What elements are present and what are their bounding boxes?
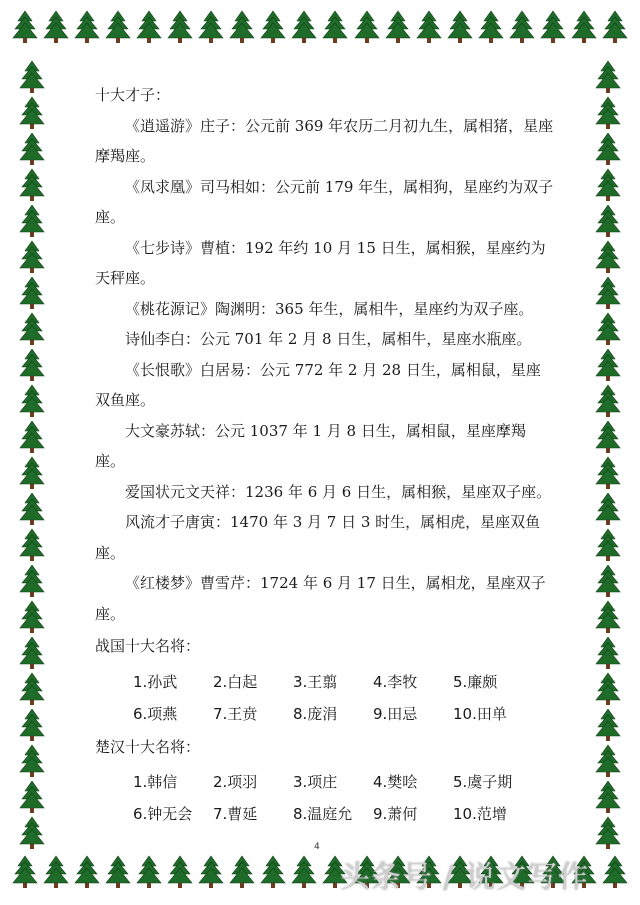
general-name: 2.白起 <box>213 672 258 691</box>
talent-entry: 爱国状元文天祥：1236 年 6 月 6 日生，属相猴，星座双子座。 <box>125 482 552 501</box>
pine-tree-icon <box>595 132 621 166</box>
pine-tree-icon <box>595 456 621 490</box>
talent-entry: 《凤求凰》司马相如：公元前 179 年生，属相狗，星座约为双子座。 <box>95 177 554 226</box>
general-name: 3.项庄 <box>293 773 338 791</box>
talent-list <box>95 111 555 630</box>
pine-tree-icon <box>74 855 100 889</box>
heading-chuhan: 楚汉十大名将： <box>95 737 201 756</box>
pine-tree-icon <box>595 744 621 778</box>
pine-tree-icon <box>19 384 45 418</box>
pine-tree-icon <box>447 10 473 44</box>
talent-entry: 风流才子唐寅：1470 年 3 月 7 日 3 时生，属相虎，星座双鱼座。 <box>95 513 541 562</box>
chuhan-generals <box>133 766 555 830</box>
pine-tree-icon <box>595 600 621 634</box>
general-name: 7.王贲 <box>213 704 258 723</box>
pine-tree-icon <box>595 96 621 130</box>
general-name: 8.温庭允 <box>293 805 353 823</box>
general-name: 9.萧何 <box>373 805 418 823</box>
pine-tree-icon <box>167 10 193 44</box>
pine-tree-icon <box>595 60 621 94</box>
pine-tree-icon <box>595 780 621 814</box>
general-name: 10.范增 <box>453 805 507 823</box>
pine-tree-icon <box>19 348 45 382</box>
pine-tree-icon <box>19 492 45 526</box>
pine-tree-icon <box>19 420 45 454</box>
pine-tree-icon <box>19 96 45 130</box>
pine-tree-icon <box>105 10 131 44</box>
pine-tree-icon <box>19 636 45 670</box>
pine-tree-icon <box>198 10 224 44</box>
pine-tree-icon <box>198 855 224 889</box>
talent-entry: 《逍遥游》庄子：公元前 369 年农历二月初九生，属相猪，星座摩羯座。 <box>95 116 554 165</box>
talent-entry: 《长恨歌》白居易：公元 772 年 2 月 28 日生，属相鼠，星座双鱼座。 <box>95 360 541 409</box>
pine-tree-icon <box>595 564 621 598</box>
pine-tree-icon <box>19 204 45 238</box>
heading-zhanguo: 战国十大名将： <box>95 637 201 655</box>
talent-entry: 大文豪苏轼：公元 1037 年 1 月 8 日生，属相鼠，星座摩羯座。 <box>95 421 526 470</box>
general-name: 7.曹延 <box>213 805 258 823</box>
pine-tree-icon <box>322 10 348 44</box>
general-name: 6.钟无会 <box>133 805 193 823</box>
pine-tree-icon <box>19 528 45 562</box>
pine-tree-icon <box>595 240 621 274</box>
pine-tree-icon <box>595 492 621 526</box>
pine-tree-icon <box>260 855 286 889</box>
pine-tree-icon <box>595 708 621 742</box>
pine-tree-icon <box>19 132 45 166</box>
pine-tree-icon <box>540 10 566 44</box>
heading-talents: 十大才子： <box>95 86 171 104</box>
pine-tree-icon <box>260 10 286 44</box>
pine-tree-icon <box>19 456 45 490</box>
pine-tree-icon <box>19 672 45 706</box>
pine-tree-icon <box>229 855 255 889</box>
pine-tree-icon <box>19 240 45 274</box>
pine-tree-icon <box>595 276 621 310</box>
pine-tree-icon <box>291 855 317 889</box>
pine-tree-icon <box>12 855 38 889</box>
pine-tree-icon <box>19 600 45 634</box>
top-border-trees <box>0 10 640 50</box>
page-number: 4 <box>314 842 320 852</box>
pine-tree-icon <box>229 10 255 44</box>
pine-tree-icon <box>595 528 621 562</box>
pine-tree-icon <box>509 10 535 44</box>
right-border-trees <box>588 60 628 850</box>
general-name: 1.孙武 <box>133 672 178 691</box>
pine-tree-icon <box>354 10 380 44</box>
pine-tree-icon <box>291 10 317 44</box>
zhanguo-generals <box>133 666 555 730</box>
pine-tree-icon <box>167 855 193 889</box>
talent-entry: 《桃花源记》陶渊明：365 年生，属相牛，星座约为双子座。 <box>125 299 534 318</box>
pine-tree-icon <box>595 312 621 346</box>
pine-tree-icon <box>595 672 621 706</box>
talent-entry: 《七步诗》曹植：192 年约 10 月 15 日生，属相猴，星座约为天秤座。 <box>95 238 546 287</box>
general-name: 5.廉颇 <box>453 672 498 691</box>
general-name: 2.项羽 <box>213 773 258 791</box>
pine-tree-icon <box>478 10 504 44</box>
pine-tree-icon <box>136 855 162 889</box>
pine-tree-icon <box>43 855 69 889</box>
general-name: 9.田忌 <box>373 704 418 723</box>
watermark: 头条号 / 说文写作 <box>340 860 590 895</box>
pine-tree-icon <box>595 420 621 454</box>
pine-tree-icon <box>19 708 45 742</box>
pine-tree-icon <box>19 816 45 850</box>
talent-entry: 《红楼梦》曹雪芹：1724 年 6 月 17 日生，属相龙，星座双子座。 <box>95 574 546 623</box>
pine-tree-icon <box>595 348 621 382</box>
pine-tree-icon <box>571 10 597 44</box>
general-name: 10.田单 <box>453 704 507 723</box>
pine-tree-icon <box>43 10 69 44</box>
pine-tree-icon <box>595 384 621 418</box>
pine-tree-icon <box>595 168 621 202</box>
pine-tree-icon <box>19 276 45 310</box>
talent-entry: 诗仙李白：公元 701 年 2 月 8 日生，属相牛，星座水瓶座。 <box>125 330 532 348</box>
pine-tree-icon <box>19 312 45 346</box>
pine-tree-icon <box>595 204 621 238</box>
pine-tree-icon <box>19 744 45 778</box>
pine-tree-icon <box>105 855 131 889</box>
pine-tree-icon <box>385 10 411 44</box>
pine-tree-icon <box>74 10 100 44</box>
general-name: 1.韩信 <box>133 773 178 791</box>
pine-tree-icon <box>602 10 628 44</box>
general-name: 6.项燕 <box>133 704 178 723</box>
document-body <box>95 80 555 830</box>
general-name: 4.樊哙 <box>373 773 418 791</box>
pine-tree-icon <box>19 564 45 598</box>
pine-tree-icon <box>595 636 621 670</box>
left-border-trees <box>12 60 52 850</box>
pine-tree-icon <box>595 816 621 850</box>
pine-tree-icon <box>136 10 162 44</box>
general-name: 3.王翦 <box>293 672 338 691</box>
general-name: 5.虞子期 <box>453 773 513 791</box>
general-name: 4.李牧 <box>373 672 418 691</box>
pine-tree-icon <box>19 168 45 202</box>
general-name: 8.庞涓 <box>293 704 338 723</box>
pine-tree-icon <box>12 10 38 44</box>
pine-tree-icon <box>19 780 45 814</box>
pine-tree-icon <box>602 855 628 889</box>
pine-tree-icon <box>19 60 45 94</box>
pine-tree-icon <box>416 10 442 44</box>
